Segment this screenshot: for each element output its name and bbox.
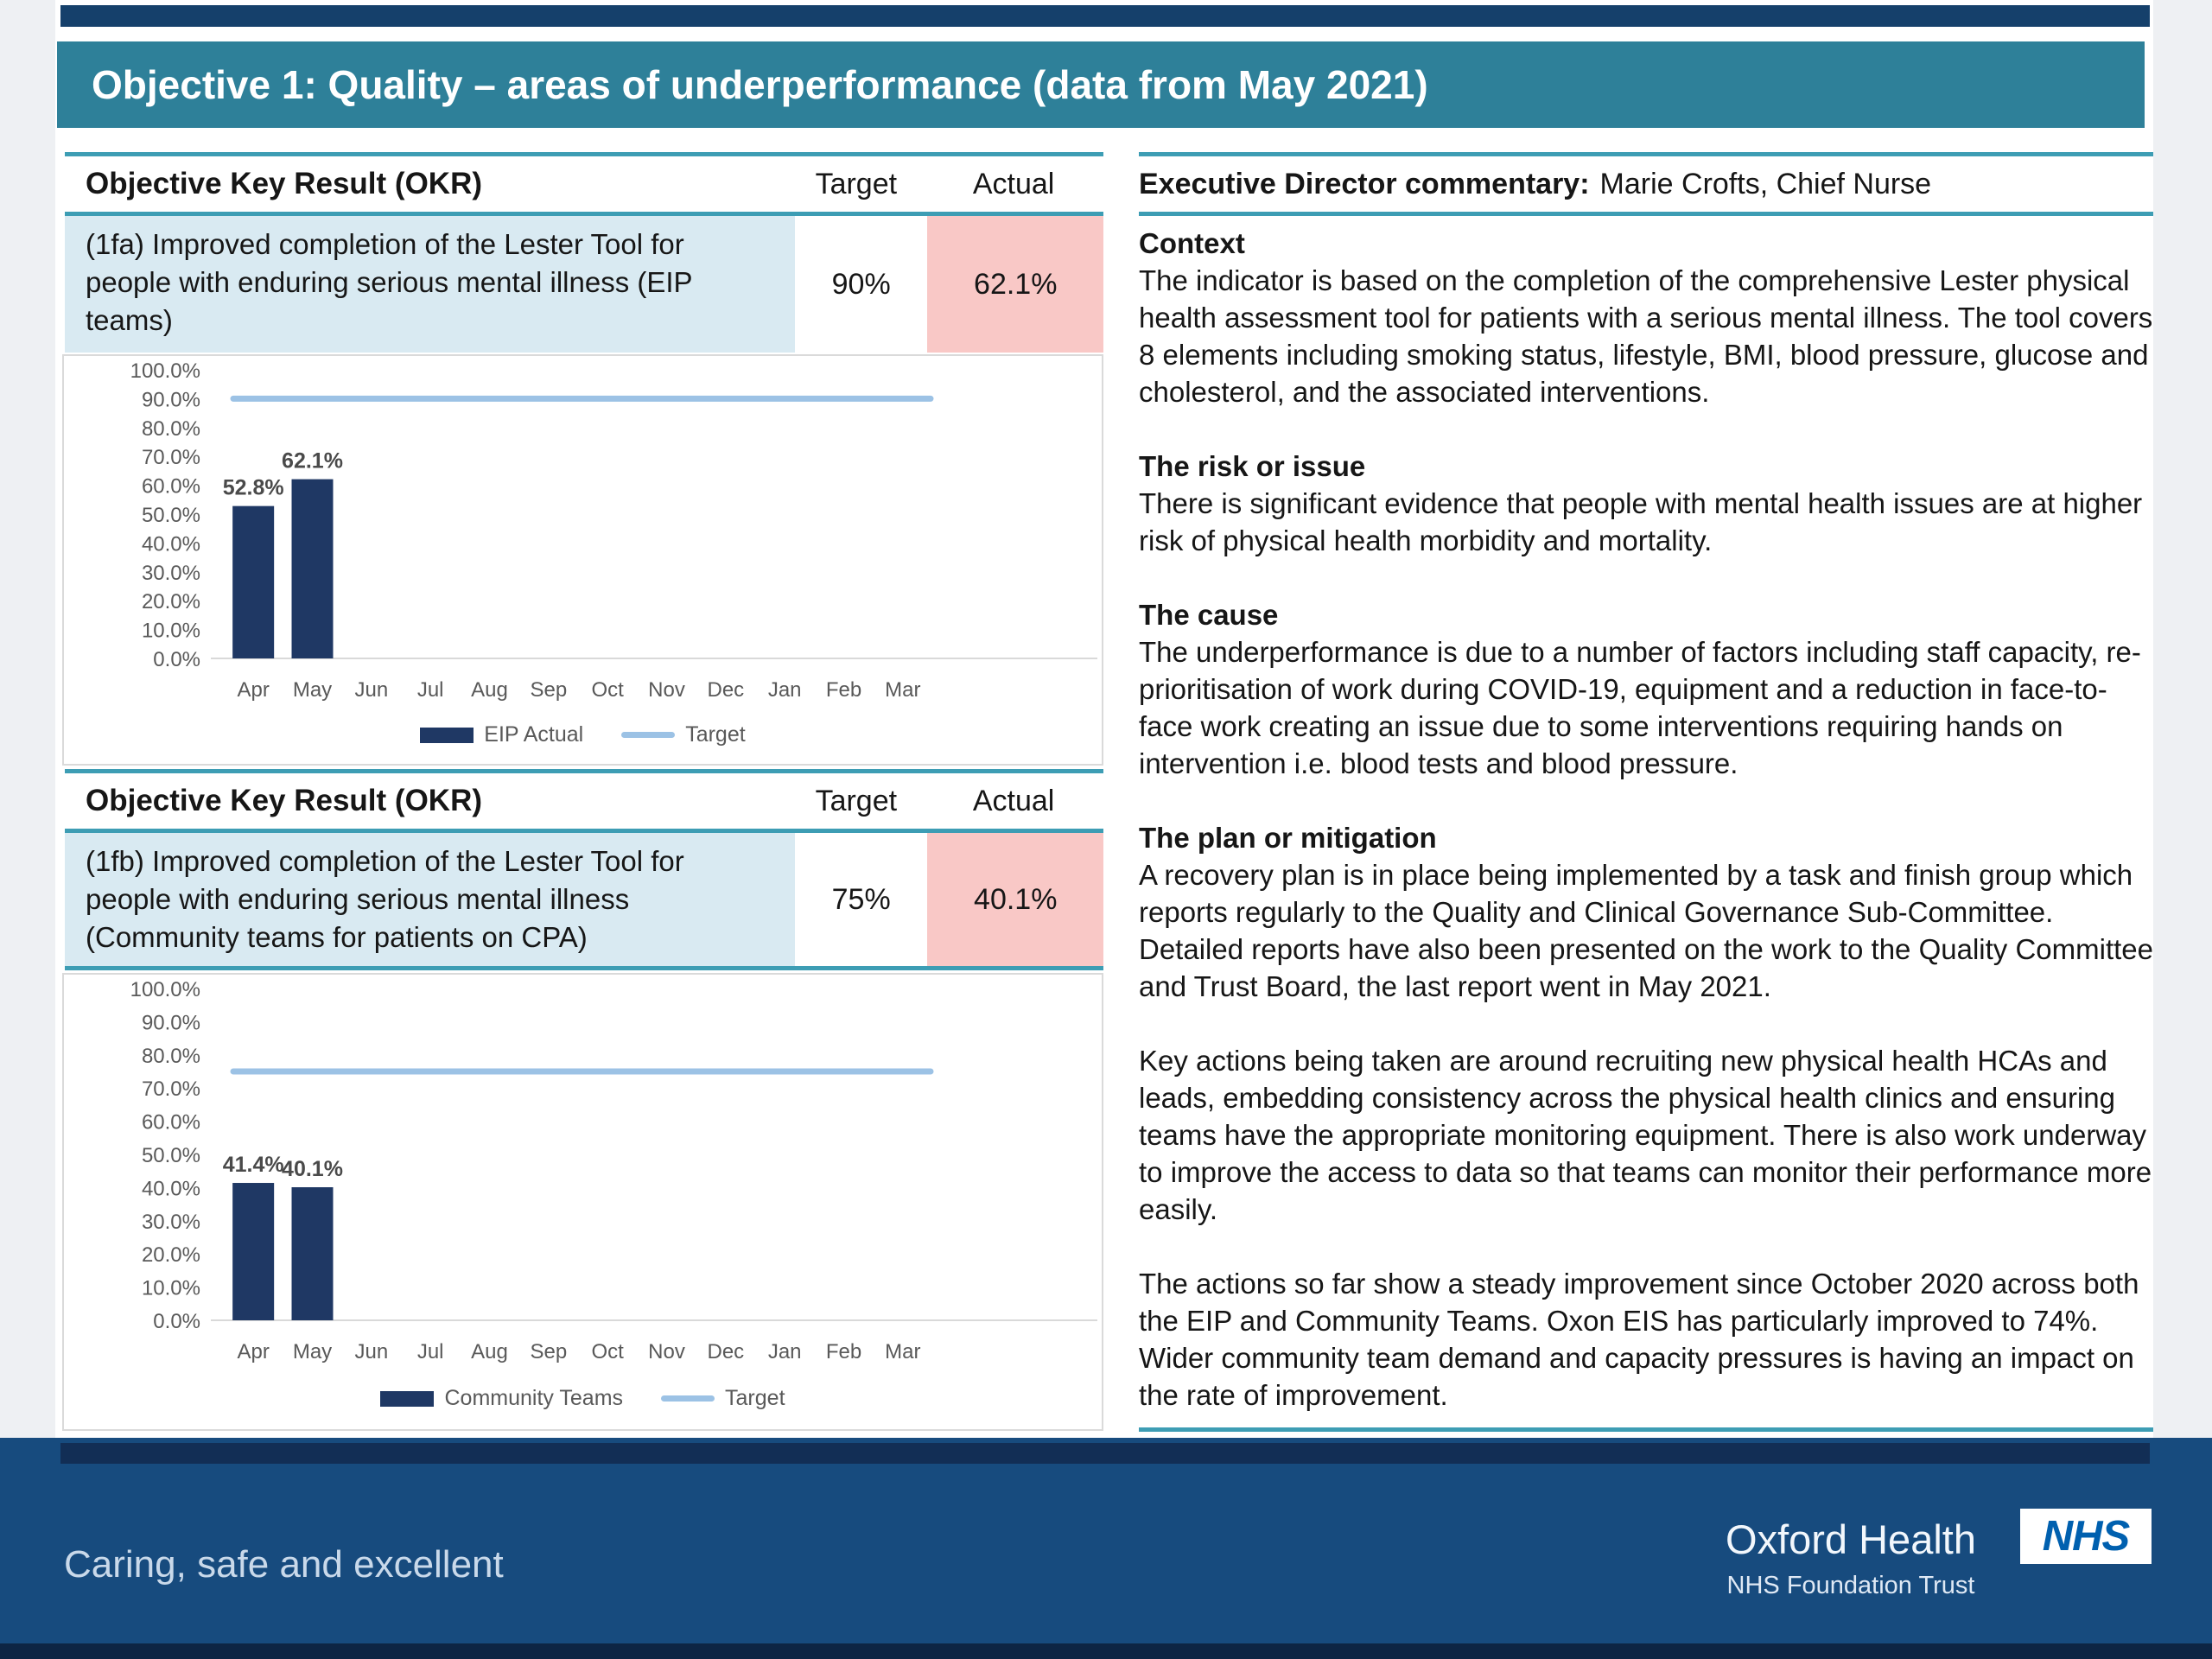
y-tick-label: 100.0% [130, 978, 200, 1001]
chart-eip-lester-completion [62, 354, 1103, 766]
actual-value-cell: 62.1% [927, 216, 1103, 353]
footer-bottom-strip [0, 1643, 2212, 1659]
x-tick-label: Jul [416, 678, 444, 702]
x-tick-label: May [292, 678, 333, 702]
y-tick-label: 0.0% [153, 1310, 200, 1333]
org-name: Oxford Health [1726, 1516, 1976, 1562]
chart-legend [64, 706, 1102, 764]
x-tick-label: Nov [648, 678, 685, 702]
footer-accent-strip [60, 1443, 2150, 1464]
chart-community-lester-completion [62, 973, 1103, 1431]
x-tick-label: Apr [237, 678, 270, 702]
actual-value-cell: 40.1% [927, 833, 1103, 966]
y-tick-label: 0.0% [153, 648, 200, 671]
chart-canvas [64, 975, 1102, 1368]
commentary-body [1139, 225, 2162, 1451]
x-tick-label: Sep [530, 678, 568, 702]
section-heading: The plan or mitigation [1139, 822, 1437, 854]
y-tick-label: 20.0% [141, 590, 200, 614]
okr-table-1-row [65, 216, 1103, 353]
legend-item [420, 722, 583, 747]
y-tick-label: 30.0% [141, 561, 200, 585]
section-paragraph: A recovery plan is in place being implemented by a task and finish group which reports regularly to the Quality and Clinical Governance Sub-Committee. Detailed reports have also been presented on the work to the Quality Committee and Trust Board, the last report went in May 2021. [1139, 859, 2162, 1002]
target-header-label: Target [815, 167, 898, 200]
x-tick-label: Apr [237, 1340, 270, 1363]
legend-item [621, 722, 745, 747]
legend-label: EIP Actual [484, 722, 584, 747]
org-logo-block [1695, 1516, 2006, 1600]
section-heading: The cause [1139, 599, 1279, 631]
x-tick-label: Jan [767, 678, 802, 702]
y-tick-label: 10.0% [141, 619, 200, 643]
x-tick-label: Feb [825, 678, 862, 702]
bar [292, 1187, 334, 1320]
legend-label: Target [725, 1386, 785, 1410]
actual-header-label: Actual [972, 167, 1055, 200]
commentary-section-cause [1139, 596, 2157, 782]
okr-description-cell: (1fb) Improved completion of the Lester Tool for people with enduring serious mental illness (Community teams for patients on CPA) [65, 833, 795, 966]
legend-label: Target [685, 722, 746, 747]
x-tick-label: Jul [416, 1340, 444, 1363]
commentary-section-risk [1139, 448, 2157, 559]
y-tick-label: 40.0% [141, 532, 200, 556]
okr-table-2-row [65, 833, 1103, 966]
okr-table-1-header [65, 156, 1103, 212]
y-tick-label: 40.0% [141, 1177, 200, 1201]
x-tick-label: Jun [354, 1340, 389, 1363]
target-value-cell: 90% [795, 216, 928, 353]
x-tick-label: Jan [767, 1340, 802, 1363]
top-accent-bar [60, 5, 2150, 27]
section-paragraph: There is significant evidence that people with mental health issues are at higher risk of physical health morbidity and mortality. [1139, 487, 2151, 556]
y-tick-label: 90.0% [141, 388, 200, 412]
y-tick-label: 80.0% [141, 1044, 200, 1068]
commentary-header [1139, 156, 2153, 212]
bar-value-label: 40.1% [282, 1157, 343, 1182]
legend-bar-swatch [420, 728, 474, 743]
legend-line-swatch [621, 732, 675, 738]
y-tick-label: 60.0% [141, 1110, 200, 1135]
okr-description-cell: (1fa) Improved completion of the Lester Tool for people with enduring serious mental illness (EIP teams) [65, 216, 795, 353]
bar-value-label: 62.1% [282, 448, 343, 474]
y-tick-label: 20.0% [141, 1243, 200, 1268]
section-paragraph: The indicator is based on the completion of the comprehensive Lester physical health assessment tool for patients with a serious mental illness. The tool covers 8 elements including smoking status, lifestyle, BMI, blood pressure, glucose and cholesterol, and the associated interventions. [1139, 264, 2161, 408]
okr-table-2-header [65, 773, 1103, 829]
x-tick-label: Feb [825, 1340, 862, 1363]
y-tick-label: 60.0% [141, 474, 200, 499]
section-paragraph: The underperformance is due to a number of factors including staff capacity, re-prioritisation of work during COVID-19, equipment and a reduction in face-to-face work creating an issue due to some interventions requiring hands on intervention i.e. blood tests and blood pressure. [1139, 636, 2141, 779]
x-tick-label: Dec [707, 1340, 745, 1363]
page-title: Objective 1: Quality – areas of underperformance (data from May 2021) [57, 41, 2145, 128]
bar-value-label: 52.8% [222, 475, 284, 500]
divider-rule [1139, 1427, 2153, 1432]
target-value-cell: 75% [795, 833, 928, 966]
y-tick-label: 30.0% [141, 1210, 200, 1234]
y-tick-label: 80.0% [141, 416, 200, 441]
section-heading: Context [1139, 227, 1245, 259]
x-tick-label: Oct [591, 1340, 624, 1363]
target-header-label: Target [815, 784, 898, 817]
chart-legend [64, 1368, 1102, 1429]
nhs-logo-text: NHS [2042, 1513, 2130, 1560]
bar-value-label: 41.4% [222, 1153, 284, 1178]
actual-header-label: Actual [972, 784, 1055, 817]
y-tick-label: 50.0% [141, 504, 200, 527]
footer-tagline: Caring, safe and excellent [64, 1543, 504, 1586]
y-tick-label: 10.0% [141, 1276, 200, 1300]
section-paragraph: Key actions being taken are around recruiting new physical health HCAs and leads, embedding consistency across the physical health clinics and ensuring teams have the appropriate monitoring equipment. There is also work underway to improve the access to data so that teams can monitor their performance more easily. [1139, 1045, 2160, 1225]
y-tick-label: 100.0% [130, 359, 200, 383]
legend-label: Community Teams [444, 1386, 624, 1410]
x-tick-label: Aug [471, 1340, 508, 1363]
org-subtitle: NHS Foundation Trust [1726, 1572, 1975, 1599]
y-tick-label: 90.0% [141, 1011, 200, 1035]
x-tick-label: Mar [885, 1340, 921, 1363]
commentary-section-plan [1139, 819, 2162, 1414]
divider-rule [65, 966, 1103, 970]
x-tick-label: May [292, 1340, 333, 1363]
x-tick-label: Dec [707, 678, 745, 702]
bar [232, 506, 274, 658]
divider-rule [1139, 212, 2153, 216]
section-heading: The risk or issue [1139, 450, 1366, 482]
okr-header-label: Objective Key Result (OKR) [86, 784, 482, 817]
okr-header-label: Objective Key Result (OKR) [86, 167, 482, 200]
y-tick-label: 70.0% [141, 1077, 200, 1102]
legend-line-swatch [661, 1395, 715, 1402]
commentary-author: Marie Crofts, Chief Nurse [1599, 167, 1932, 200]
commentary-header-label: Executive Director commentary: [1139, 167, 1590, 200]
x-tick-label: Jun [354, 678, 389, 702]
bar [292, 480, 334, 658]
x-tick-label: Mar [885, 678, 921, 702]
y-tick-label: 50.0% [141, 1144, 200, 1167]
commentary-section-context [1139, 225, 2161, 410]
legend-item [661, 1386, 785, 1411]
legend-item [380, 1386, 623, 1411]
section-paragraph: The actions so far show a steady improvement since October 2020 across both the EIP and Community Teams. Oxon EIS has particularly improved to 74%. Wider community team demand and capacity pressures is having an impact on the rate of improvement. [1139, 1268, 2147, 1411]
x-tick-label: Sep [530, 1340, 568, 1363]
y-tick-label: 70.0% [141, 446, 200, 470]
legend-bar-swatch [380, 1391, 434, 1407]
x-tick-label: Oct [591, 678, 624, 702]
bar [232, 1183, 274, 1320]
nhs-logo [2020, 1509, 2152, 1564]
x-tick-label: Nov [648, 1340, 685, 1363]
x-tick-label: Aug [471, 678, 508, 702]
chart-canvas [64, 356, 1102, 706]
